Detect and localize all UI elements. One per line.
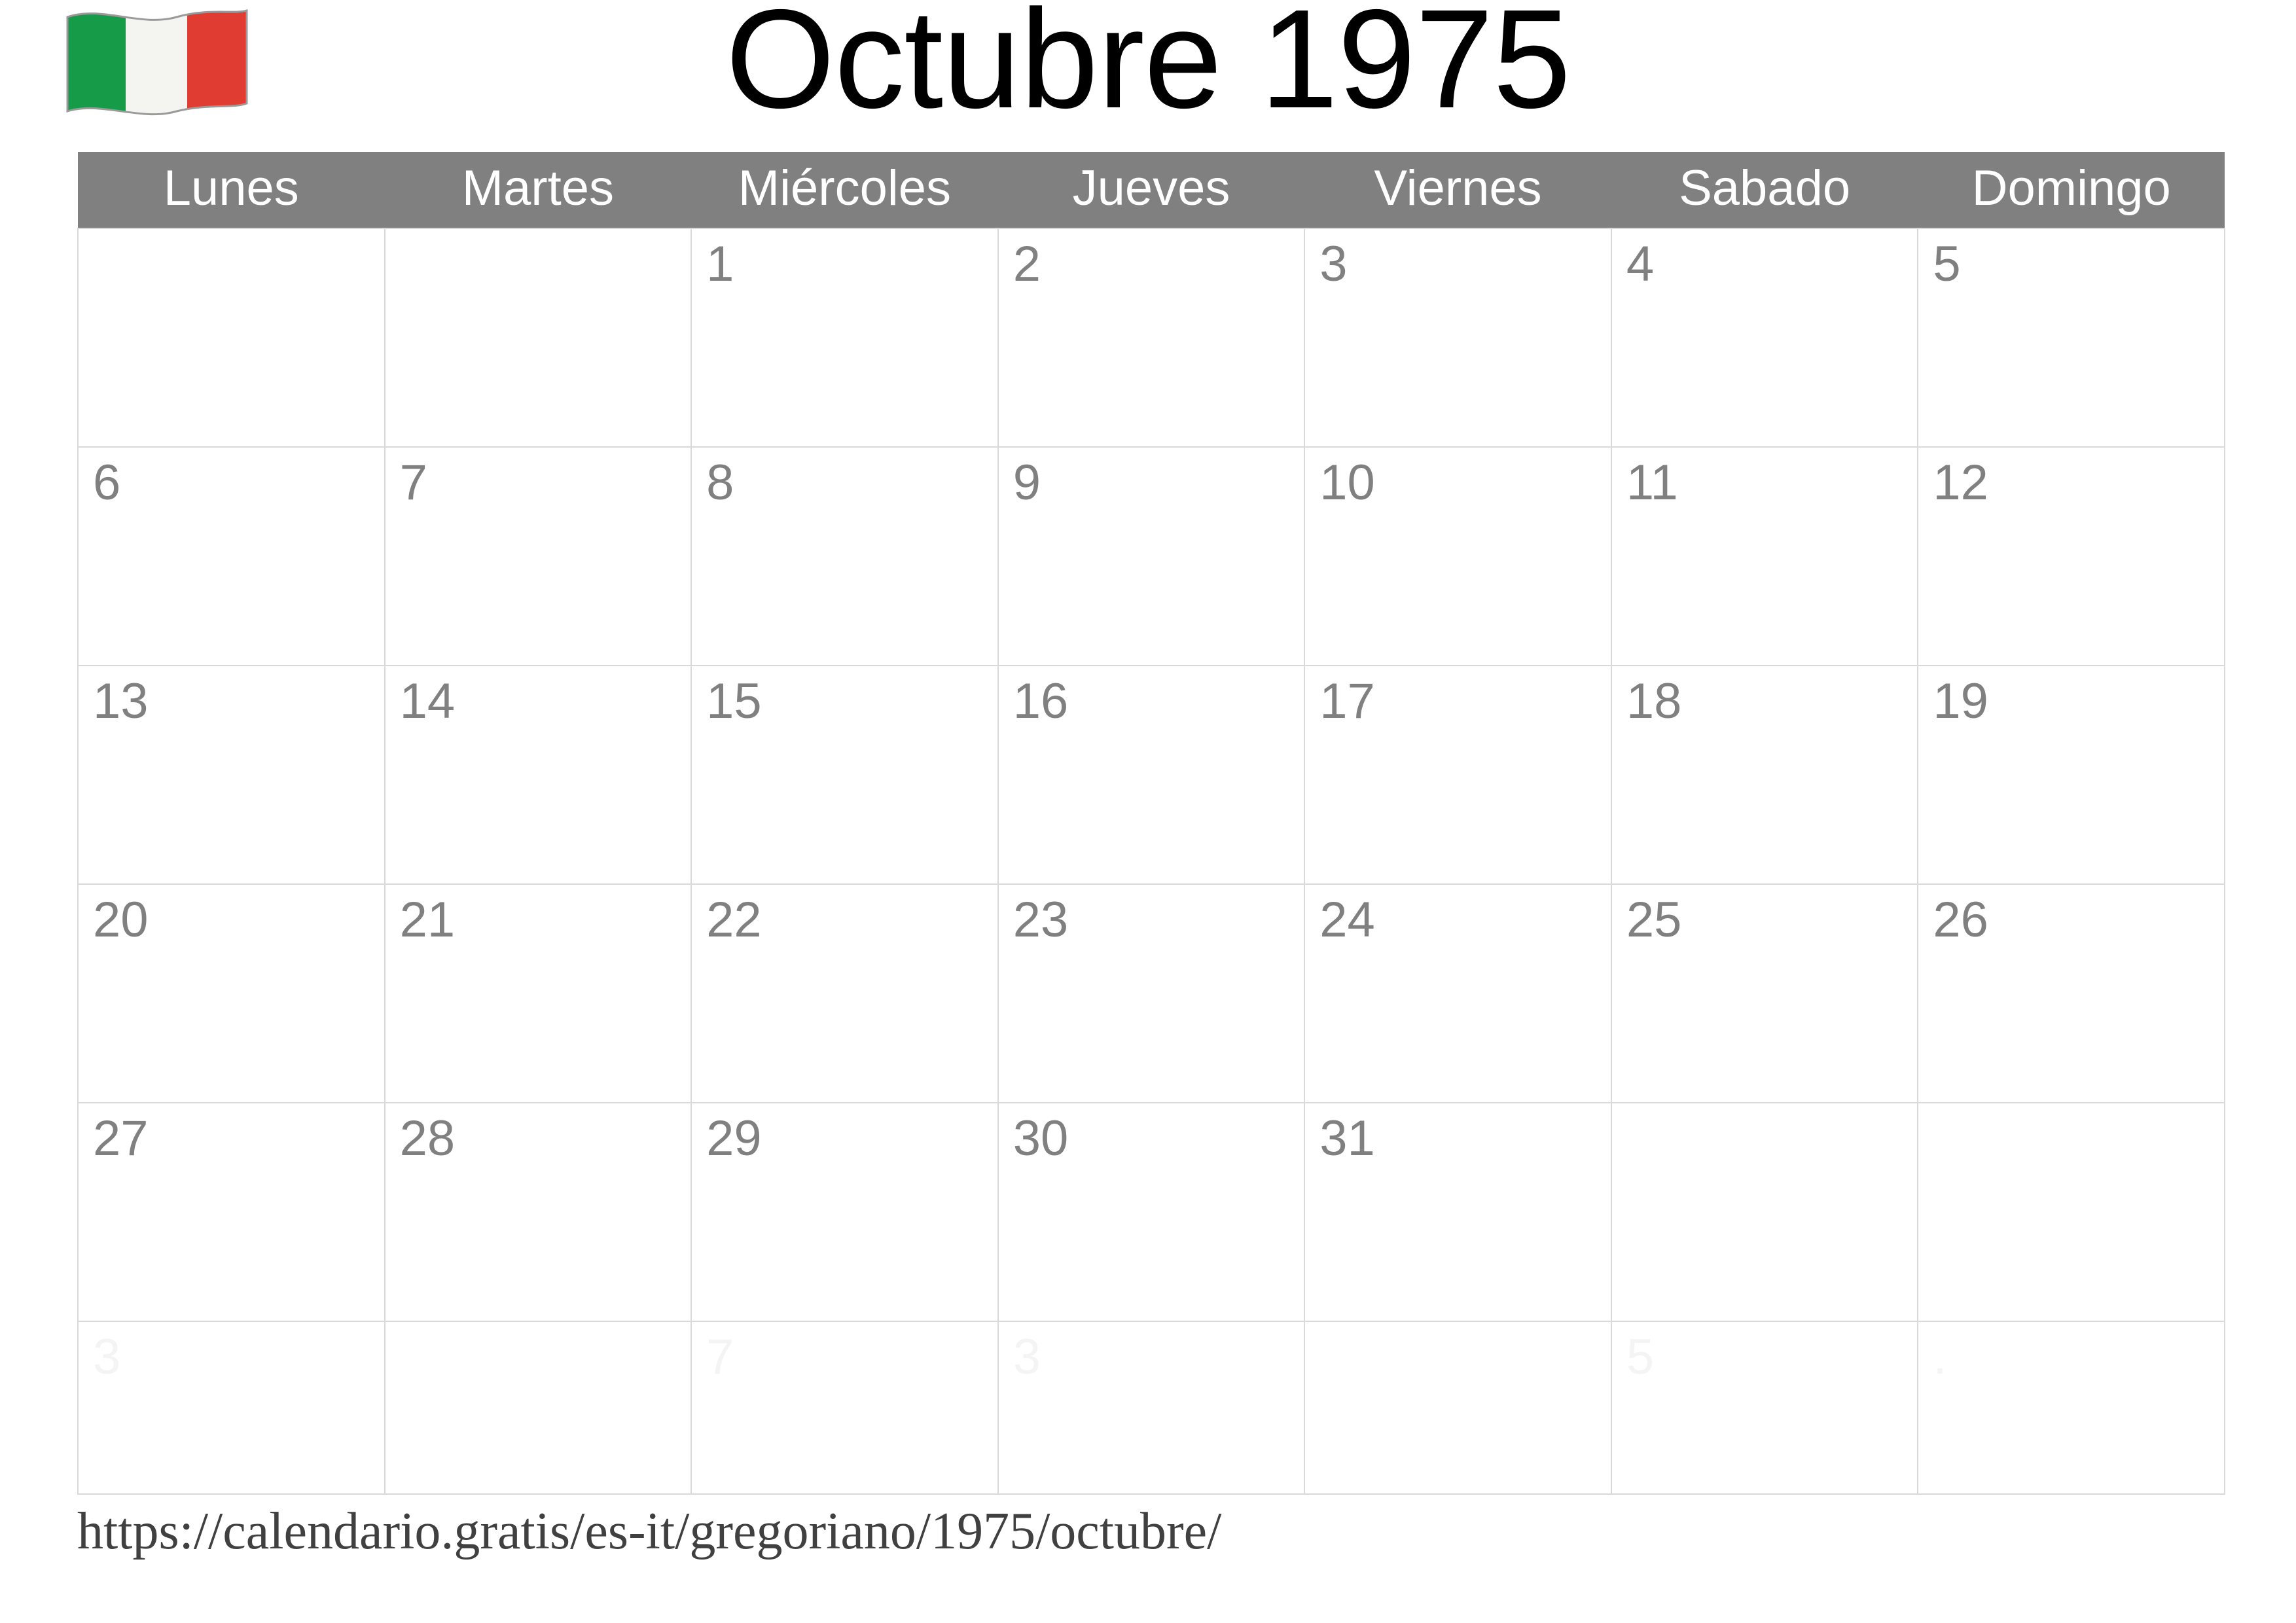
calendar-day-cell[interactable] — [385, 1103, 692, 1321]
weekday-header-wednesday: Miércoles — [691, 152, 998, 228]
day-number: 10 — [1319, 455, 1375, 510]
day-number: . — [1933, 1329, 1947, 1385]
calendar-day-cell[interactable] — [691, 228, 998, 447]
day-number: 28 — [399, 1111, 456, 1166]
calendar-day-cell[interactable] — [385, 884, 692, 1103]
weekday-header-row — [78, 152, 2225, 228]
day-number: 13 — [93, 673, 149, 729]
calendar-day-cell[interactable] — [385, 447, 692, 666]
calendar-week-row — [78, 447, 2225, 666]
calendar-day-cell[interactable] — [1918, 884, 2225, 1103]
calendar-day-cell[interactable] — [78, 884, 385, 1103]
day-number: 31 — [1319, 1111, 1375, 1166]
weekday-header-friday: Viernes — [1304, 152, 1611, 228]
day-number: 12 — [1933, 455, 1988, 510]
source-url[interactable]: https://calendario.gratis/es-it/gregoriano/1975/octubre/ — [77, 1503, 1222, 1560]
calendar-day-cell[interactable] — [1304, 884, 1611, 1103]
calendar-day-cell[interactable] — [78, 447, 385, 666]
day-number: 5 — [1933, 236, 1961, 292]
calendar-day-cell[interactable] — [1304, 666, 1611, 884]
day-number: 24 — [1319, 892, 1375, 948]
calendar-week-row — [78, 228, 2225, 447]
calendar-day-cell[interactable] — [998, 447, 1305, 666]
day-number: 30 — [1013, 1111, 1069, 1166]
calendar-day-cell[interactable] — [78, 1103, 385, 1321]
day-number: 2 — [1013, 236, 1041, 292]
day-number: 14 — [399, 673, 456, 729]
day-number: 5 — [1626, 1329, 1655, 1385]
calendar-day-cell[interactable] — [691, 1321, 998, 1494]
weekday-header-monday: Lunes — [78, 152, 385, 228]
day-number: 3 — [93, 1329, 121, 1385]
day-number: 27 — [93, 1111, 149, 1166]
calendar-day-cell[interactable] — [385, 666, 692, 884]
calendar-day-cell[interactable] — [998, 1103, 1305, 1321]
day-number: 8 — [706, 455, 734, 510]
day-number: 19 — [1933, 673, 1988, 729]
weekday-header-sunday: Domingo — [1918, 152, 2225, 228]
day-number: 7 — [399, 455, 427, 510]
calendar-day-cell[interactable] — [78, 1321, 385, 1494]
calendar-day-cell[interactable] — [691, 884, 998, 1103]
calendar-day-cell[interactable] — [998, 1321, 1305, 1494]
day-number: 22 — [706, 892, 762, 948]
calendar-day-cell[interactable] — [1611, 1321, 1918, 1494]
calendar-day-cell[interactable] — [1918, 228, 2225, 447]
calendar-day-cell[interactable] — [1611, 228, 1918, 447]
day-number: 6 — [93, 455, 121, 510]
calendar-day-cell[interactable] — [1304, 1321, 1611, 1494]
calendar-day-cell[interactable] — [385, 228, 692, 447]
calendar-day-cell[interactable] — [1918, 1103, 2225, 1321]
calendar-day-cell[interactable] — [1918, 1321, 2225, 1494]
calendar-day-cell[interactable] — [1918, 666, 2225, 884]
day-number: 11 — [1626, 455, 1678, 510]
calendar-day-cell[interactable] — [1918, 447, 2225, 666]
day-number: 18 — [1626, 673, 1682, 729]
calendar-day-cell[interactable] — [1304, 228, 1611, 447]
calendar-day-cell[interactable] — [1304, 1103, 1611, 1321]
calendar-day-cell[interactable] — [385, 1321, 692, 1494]
day-number: 4 — [1626, 236, 1655, 292]
calendar-day-cell[interactable] — [78, 666, 385, 884]
calendar-week-row — [78, 884, 2225, 1103]
day-number: 23 — [1013, 892, 1069, 948]
calendar-day-cell[interactable] — [1611, 666, 1918, 884]
calendar-day-cell[interactable] — [691, 666, 998, 884]
day-number: 20 — [93, 892, 149, 948]
day-number: 7 — [706, 1329, 734, 1385]
day-number: 15 — [706, 673, 762, 729]
calendar-day-cell[interactable] — [691, 447, 998, 666]
calendar-week-row — [78, 666, 2225, 884]
day-number: 9 — [1013, 455, 1041, 510]
calendar-day-cell[interactable] — [1611, 1103, 1918, 1321]
weekday-header-tuesday: Martes — [385, 152, 692, 228]
page-title: Octubre 1975 — [725, 0, 1571, 137]
calendar-grid — [77, 152, 2225, 1495]
weekday-header-saturday: Sabado — [1611, 152, 1918, 228]
calendar-week-row — [78, 1321, 2225, 1494]
day-number: 25 — [1626, 892, 1682, 948]
day-number: 26 — [1933, 892, 1988, 948]
day-number: 16 — [1013, 673, 1069, 729]
calendar-week-row — [78, 1103, 2225, 1321]
day-number: 21 — [399, 892, 456, 948]
page-header — [0, 0, 2296, 141]
weekday-header-thursday: Jueves — [998, 152, 1305, 228]
day-number: 3 — [1319, 236, 1348, 292]
calendar-day-cell[interactable] — [78, 228, 385, 447]
day-number: 17 — [1319, 673, 1375, 729]
day-number: 3 — [1013, 1329, 1041, 1385]
calendar-day-cell[interactable] — [998, 884, 1305, 1103]
calendar-day-cell[interactable] — [691, 1103, 998, 1321]
calendar-day-cell[interactable] — [1611, 884, 1918, 1103]
day-number: 1 — [706, 236, 734, 292]
calendar-day-cell[interactable] — [998, 228, 1305, 447]
calendar-day-cell[interactable] — [1611, 447, 1918, 666]
calendar-day-cell[interactable] — [998, 666, 1305, 884]
day-number: 29 — [706, 1111, 762, 1166]
calendar-day-cell[interactable] — [1304, 447, 1611, 666]
